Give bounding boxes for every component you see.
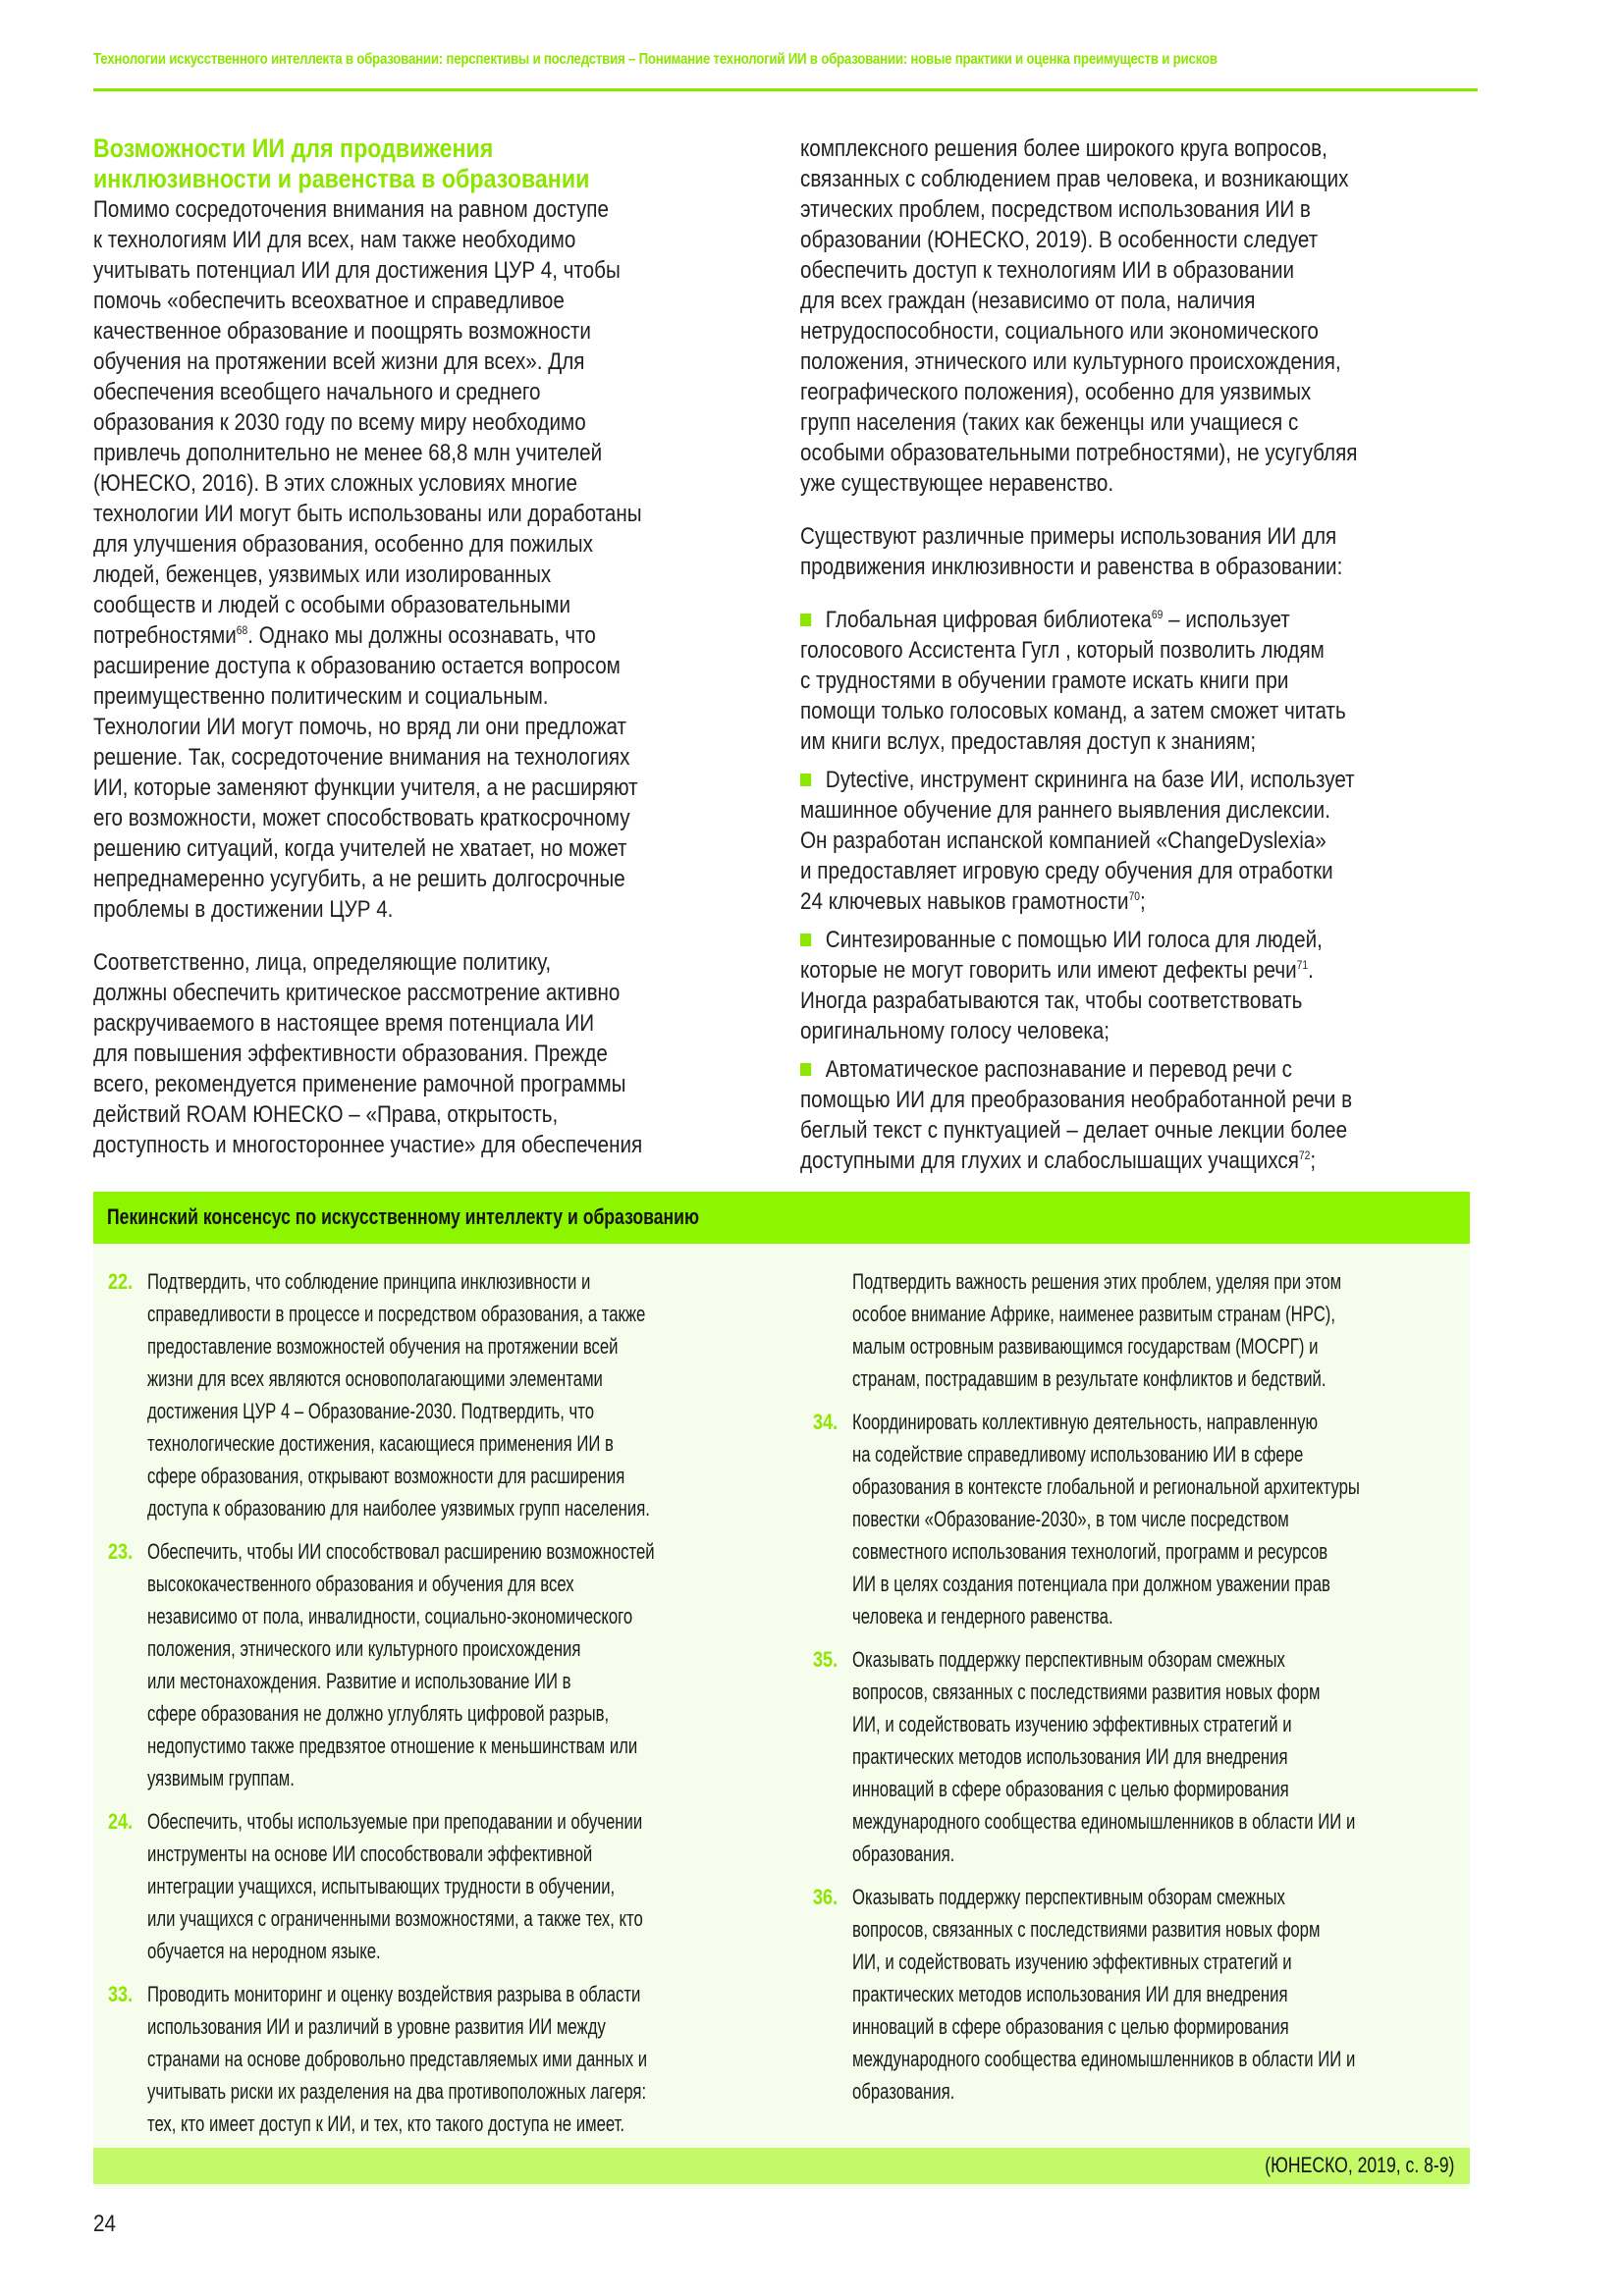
item-line: или местонахождения. Развитие и использование ИИ в [147,1669,571,1693]
running-head: Технологии искусственного интеллекта в образовании: перспективы и последствия – Понимание технологий ИИ в образовании: новые практики и оценка преимуществ и рисков [93,51,1218,68]
paragraph-line [800,1146,1375,1176]
consensus-item [813,1643,1461,1870]
item-line: международного сообщества единомышленников в области ИИ и [852,1809,1356,1834]
paragraph-line: обучения на протяжении всей жизни для всех». Для [93,348,585,375]
paragraph-line: качественное образование и поощрять возможности [93,318,591,345]
text-span: – использует [1163,607,1290,633]
paragraph-line: комплексного решения более широкого круга вопросов, [800,135,1327,162]
text-span: Глобальная цифровая библиотека [825,607,1152,633]
paragraph-line: нетрудоспособности, социального или экономического [800,318,1319,345]
footnote-ref[interactable]: 69 [1151,608,1164,621]
paragraph-line: обеспечить доступ к технологиям ИИ в образовании [800,257,1295,284]
paragraph-line: Иногда разрабатываются так, чтобы соответствовать [800,988,1303,1014]
item-line: образования в контексте глобальной и региональной архитектуры [852,1474,1360,1499]
bullet-item [800,605,1468,757]
section-heading-line: Возможности ИИ для продвижения [93,133,494,163]
paragraph-line: продвижения инклюзивности и равенства в образовании: [800,554,1343,580]
box-title: Пекинский консенсус по искусственному интеллекту и образованию [107,1204,699,1229]
paragraph [93,651,761,925]
bullet-item [800,925,1468,1046]
item-line: использования ИИ и различий в уровне развития ИИ между [147,2014,606,2039]
paragraph-line [800,886,1375,917]
paragraph-line [93,620,668,651]
paragraph-line: помочь «обеспечить всеохватное и справедливое [93,288,565,314]
item-line: Координировать коллективную деятельность, направленную [852,1410,1319,1434]
text-span: . Однако мы должны осознавать, что [247,622,596,649]
item-number: 34. [813,1410,839,1434]
beijing-consensus-box [93,1192,1470,2184]
item-line: ИИ, и содействовать изучению эффективных стратегий и [852,1712,1292,1736]
paragraph-line: связанных с соблюдением прав человека, и возникающих [800,166,1349,192]
paragraph-line: с трудностями в обучении грамоте искать книги при [800,667,1289,694]
item-line: уязвимым группам. [147,1766,295,1790]
item-gap [800,1046,1468,1054]
consensus-item [108,1265,756,1524]
text-span: Синтезированные с помощью ИИ голоса для людей, [825,927,1323,953]
paragraph-line: помощью ИИ для преобразования необработанной речи в [800,1087,1353,1113]
item-line: или учащихся с ограниченными возможностями, а также тех, кто [147,1906,643,1931]
paragraph [93,194,761,620]
item-line: инструменты на основе ИИ способствовали эффективной [147,1842,593,1866]
paragraph-line: Существуют различные примеры использования ИИ для [800,523,1337,550]
consensus-item [813,1406,1461,1632]
paragraph-line: этических проблем, посредством использования ИИ в [800,196,1311,223]
item-line: достижения ЦУР 4 – Образование-2030. Подтвердить, что [147,1399,595,1423]
header-rule [93,88,1478,91]
item-number: 36. [813,1885,839,1909]
item-line: практических методов использования ИИ для внедрения [852,1982,1288,2006]
paragraph-gap [800,582,1468,605]
paragraph-line: решение. Так, сосредоточение внимания на технологиях [93,744,630,771]
item-line: тех, кто имеет доступ к ИИ, и тех, кто такого доступа не имеет. [147,2111,625,2136]
paragraph [800,133,1468,499]
paragraph-line [800,605,1375,635]
paragraph-line [800,1054,1375,1085]
square-bullet-icon [800,1063,811,1076]
box-left-column [108,1265,756,2151]
right-column [800,133,1468,1176]
item-line: высококачественного образования и обучения для всех [147,1572,574,1596]
item-line: недопустимо также предвзятое отношение к меньшинствам или [147,1734,638,1758]
item-line: Подтвердить, что соблюдение принципа инклюзивности и [147,1269,591,1294]
footnote-ref[interactable]: 71 [1296,958,1309,972]
paragraph-line [800,925,1375,955]
text-span: которые не могут говорить или имеют дефекты речи [800,957,1297,984]
paragraph-line: преимущественно политическим и социальным. [93,683,549,710]
paragraph-line: действий ROAM ЮНЕСКО – «Права, открытость, [93,1101,559,1128]
bullet-item [800,765,1468,917]
paragraph-line: раскручиваемого в настоящее время потенциала ИИ [93,1010,595,1037]
item-number: 22. [108,1269,134,1294]
paragraph-line: Технологии ИИ могут помочь, но вряд ли они предложат [93,714,627,740]
section-heading-line: инклюзивности и равенства в образовании [93,164,590,193]
text-span: потребностями [93,622,237,649]
item-line: Оказывать поддержку перспективным обзорам смежных [852,1647,1285,1672]
paragraph-line: учитывать потенциал ИИ для достижения ЦУР 4, чтобы [93,257,621,284]
paragraph-line: (ЮНЕСКО, 2016). В этих сложных условиях многие [93,470,577,497]
consensus-item [108,1978,756,2140]
item-line: совместного использования технологий, программ и ресурсов [852,1539,1328,1564]
paragraph-gap [93,925,761,947]
item-line: обучается на неродном языке. [147,1939,381,1963]
item-line: предоставление возможностей обучения на протяжении всей [147,1334,619,1359]
consensus-item [108,1535,756,1794]
bullet-list [800,605,1468,1176]
footnote-ref[interactable]: 72 [1298,1148,1311,1162]
paragraph-line: для всех граждан (независимо от пола, наличия [800,288,1256,314]
item-line: Оказывать поддержку перспективным обзорам смежных [852,1885,1285,1909]
box-right-column [813,1265,1461,2118]
paragraph [800,521,1468,582]
paragraph-line: уже существующее неравенство. [800,470,1114,497]
item-number: 35. [813,1647,839,1672]
paragraph-line: обеспечения всеобщего начального и среднего [93,379,541,405]
left-column [93,133,761,1160]
text-span: Автоматическое распознавание и перевод речи с [825,1056,1292,1083]
paragraph-line: должны обеспечить критическое рассмотрение активно [93,980,621,1006]
item-line: инноваций в сфере образования с целью формирования [852,1777,1289,1801]
text-span: 24 ключевых навыков грамотности [800,888,1129,915]
paragraph-line: географического положения), особенно для уязвимых [800,379,1312,405]
consensus-item [813,1881,1461,2108]
paragraph-line: образовании (ЮНЕСКО, 2019). В особенности следует [800,227,1319,253]
item-line: положения, этнического или культурного происхождения [147,1636,581,1661]
square-bullet-icon [800,614,811,626]
text-span: ; [1140,888,1146,915]
paragraph-line: и предоставляет игровую среду обучения для отработки [800,858,1333,884]
item-number: 24. [108,1809,134,1834]
paragraph-line: к технологиям ИИ для всех, нам также необходимо [93,227,576,253]
paragraph-line: Соответственно, лица, определяющие политику, [93,949,552,976]
text-span: Dytective, инструмент скрининга на базе ИИ, использует [825,767,1355,793]
paragraph-line: Он разработан испанской компанией «ChangeDyslexia» [800,828,1326,854]
item-number: 33. [108,1982,134,2006]
box-header [93,1192,1470,1244]
item-line: образования. [852,1842,955,1866]
paragraph-line: для улучшения образования, особенно для пожилых [93,531,593,558]
bullet-item [800,1054,1468,1176]
item-line: технологические достижения, касающиеся применения ИИ в [147,1431,614,1456]
item-line: справедливости в процессе и посредством образования, а также [147,1302,646,1326]
item-line: интеграции учащихся, испытывающих трудности в обучении, [147,1874,616,1898]
paragraph-line: образования к 2030 году по всему миру необходимо [93,409,586,436]
item-line: Проводить мониторинг и оценку воздействия разрыва в области [147,1982,641,2006]
item-line: ИИ, и содействовать изучению эффективных стратегий и [852,1949,1292,1974]
consensus-item [813,1265,1461,1395]
item-line: жизни для всех являются основополагающими элементами [147,1366,603,1391]
paragraph-line: проблемы в достижении ЦУР 4. [93,896,394,923]
item-line: инноваций в сфере образования с целью формирования [852,2014,1289,2039]
box-source-citation: (ЮНЕСКО, 2019, с. 8-9) [1264,2153,1454,2177]
paragraph-line: расширение доступа к образованию остается вопросом [93,653,621,679]
text-span: . [1308,957,1314,984]
item-line: образования. [852,2079,955,2104]
paragraph-line: решению ситуаций, когда учителей не хватает, но может [93,835,627,862]
paragraph-line: беглый текст с пунктуацией – делает очные лекции более [800,1117,1348,1144]
paragraph-line: групп населения (таких как беженцы или учащиеся с [800,409,1299,436]
item-line: учитывать риски их разделения на два противоположных лагеря: [147,2079,647,2104]
item-line: на содействие справедливому использованию ИИ в сфере [852,1442,1304,1467]
item-line: Обеспечить, чтобы используемые при преподавании и обучении [147,1809,643,1834]
item-line: международного сообщества единомышленников в области ИИ и [852,2047,1356,2071]
text-span: ; [1310,1148,1317,1174]
footnote-ref[interactable]: 68 [236,623,248,637]
footnote-ref[interactable]: 70 [1128,889,1141,903]
box-bottom-edge [93,2184,1470,2189]
paragraph-line: непреднамеренно усугубить, а не решить долгосрочные [93,866,625,892]
paragraph-line: для повышения эффективности образования. Прежде [93,1041,608,1067]
item-line: повестки «Образование-2030», в том числе посредством [852,1507,1289,1531]
paragraph-gap [800,499,1468,521]
paragraph-line: голосового Ассистента Гугл , который позволить людям [800,637,1325,664]
item-line: странами на основе добровольно представляемых ими данных и [147,2047,648,2071]
item-line: особое внимание Африке, наименее развитым странам (НРС), [852,1302,1336,1326]
item-line: человека и гендерного равенства. [852,1604,1113,1629]
item-line: ИИ в целях создания потенциала при должном уважении прав [852,1572,1330,1596]
paragraph-line: технологии ИИ могут быть использованы или доработаны [93,501,642,527]
item-line: независимо от пола, инвалидности, социально-экономического [147,1604,633,1629]
box-footer [93,2148,1470,2184]
paragraph-line: всего, рекомендуется применение рамочной программы [93,1071,626,1097]
item-line: вопросов, связанных с последствиями развития новых форм [852,1917,1321,1942]
paragraph-line: сообществ и людей с особыми образовательными [93,592,571,618]
item-line: сфере образования не должно углублять цифровой разрыв, [147,1701,610,1726]
paragraph-line: помощи только голосовых команд, а затем сможет читать [800,698,1346,724]
paragraph-line: особыми образовательными потребностями), не усугубляя [800,440,1358,466]
consensus-item [108,1805,756,1967]
paragraph-line: людей, беженцев, уязвимых или изолированных [93,561,552,588]
item-line: Подтвердить важность решения этих проблем, уделяя при этом [852,1269,1342,1294]
paragraph-line [800,765,1375,795]
paragraph-line: оригинальному голосу человека; [800,1018,1110,1044]
paragraph-line: машинное обучение для раннего выявления дислексии. [800,797,1330,824]
square-bullet-icon [800,774,811,786]
square-bullet-icon [800,934,811,946]
paragraph-line: Помимо сосредоточения внимания на равном доступе [93,196,609,223]
paragraph-line: положения, этнического или культурного происхождения, [800,348,1341,375]
paragraph-line [800,955,1375,986]
paragraph-line: им книги вслух, предоставляя доступ к знаниям; [800,728,1257,755]
item-gap [800,917,1468,925]
item-gap [800,757,1468,765]
item-line: доступа к образованию для наиболее уязвимых групп населения. [147,1496,650,1521]
item-line: странам, пострадавшим в результате конфликтов и бедствий. [852,1366,1326,1391]
item-line: малым островным развивающимся государствам (МОСРГ) и [852,1334,1319,1359]
paragraph [93,947,761,1160]
paragraph-line: доступность и многостороннее участие» для обеспечения [93,1132,643,1158]
item-number: 23. [108,1539,134,1564]
item-line: практических методов использования ИИ для внедрения [852,1744,1288,1769]
item-line: Обеспечить, чтобы ИИ способствовал расширению возможностей [147,1539,655,1564]
paragraph-line: привлечь дополнительно не менее 68,8 млн учителей [93,440,603,466]
paragraph-line: ИИ, которые заменяют функции учителя, а не расширяют [93,774,638,801]
text-span: доступными для глухих и слабослышащих учащихся [800,1148,1299,1174]
page-number: 24 [93,2211,116,2237]
paragraph-line: его возможности, может способствовать краткосрочному [93,805,630,831]
item-line: сфере образования, открывают возможности для расширения [147,1464,625,1488]
item-line: вопросов, связанных с последствиями развития новых форм [852,1680,1321,1704]
